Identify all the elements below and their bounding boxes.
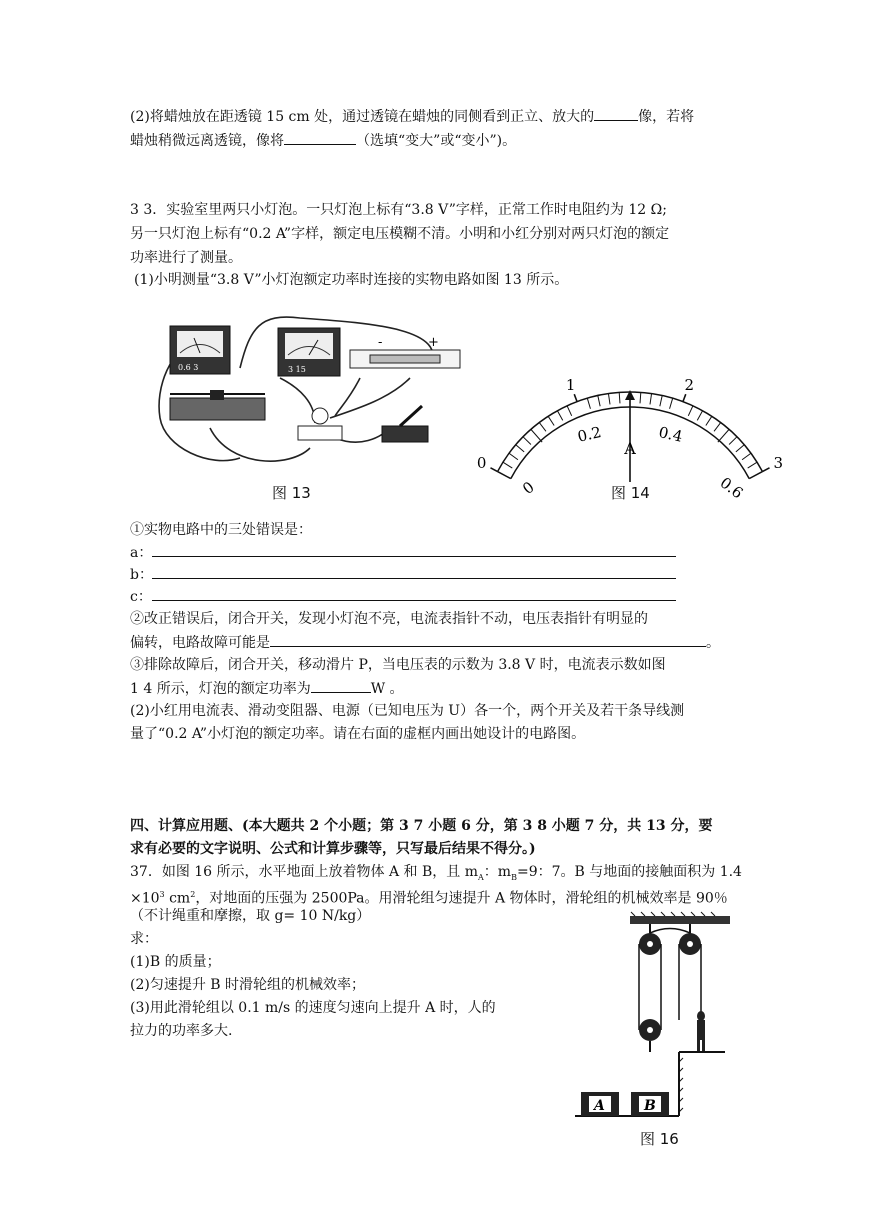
- dial-tick: [748, 462, 757, 468]
- q37-text: cm: [164, 890, 191, 907]
- dial-tick: [697, 411, 702, 421]
- dial-tick: [598, 395, 600, 406]
- q37-text: =9：7。B 与地面的接触面积为 1.4: [516, 864, 742, 880]
- fault-answer-blank[interactable]: [270, 632, 706, 647]
- answer-blank[interactable]: [594, 106, 638, 121]
- error-b-label: b：: [130, 567, 153, 583]
- answer-blank[interactable]: [284, 130, 356, 145]
- dial-tick: [516, 445, 524, 452]
- power-unit: W 。: [370, 681, 404, 697]
- section-4-heading-1: 四、计算应用题、(本大题共 2 个小题；第 3 7 小题 6 分，第 3 8 小题 7 分，共 13 分，要: [130, 818, 713, 834]
- q33-line-4: (1)小明测量“3.8 V”小灯泡额定功率时连接的实物电路如图 13 所示。: [134, 272, 569, 288]
- dial-tick: [688, 406, 693, 416]
- dial-tick: [683, 394, 686, 401]
- ammeter-device: [170, 326, 230, 374]
- dial-top-scale-label: 0: [476, 454, 487, 473]
- dial-tick: [619, 392, 620, 403]
- dial-tick: [557, 411, 562, 421]
- dial-tick: [531, 429, 542, 442]
- q33-e2-line-1: ②改正错误后，闭合开关，发现小灯泡不亮，电流表指针不动，电压表指针有明显的: [130, 611, 648, 627]
- dial-bottom-scale-label: 0.6: [716, 473, 747, 503]
- dial-tick: [742, 453, 751, 460]
- q33-p2-line-2: 量了“0.2 A”小灯泡的额定功率。请在右面的虚框内画出她设计的电路图。: [130, 726, 586, 742]
- figure-13-caption: 图 13: [272, 484, 311, 502]
- period: 。: [706, 635, 720, 651]
- error-c-answer-line[interactable]: [152, 600, 676, 601]
- dial-bottom-scale-label: 0.4: [657, 423, 685, 446]
- subscript-a: A: [478, 872, 484, 882]
- superscript: 3: [159, 890, 165, 899]
- q32-text-d: （选填“变大”或“变小”)。: [356, 133, 517, 149]
- q37-item-3: (3)用此滑轮组以 0.1 m/s 的速度匀速向上提升 A 时，人的: [130, 1000, 496, 1016]
- error-a-answer-line[interactable]: [152, 556, 676, 557]
- q37-text: ，对地面的压强为 2500Pa。用滑轮组匀速提升 A 物体时，滑轮组的机械效率是 90％: [195, 890, 728, 907]
- dial-top-scale-label: 2: [684, 375, 695, 394]
- dial-top-scale-label: 1: [565, 375, 576, 394]
- ammeter-terminal-labels: 0.6 3: [178, 363, 199, 372]
- battery-box: [350, 335, 460, 368]
- dial-tick: [736, 445, 744, 452]
- q32-text-a: (2)将蜡烛放在距透镜 15 cm 处，通过透镜在蜡烛的同侧看到正立、放大的: [130, 109, 595, 125]
- dial-tick: [640, 392, 641, 403]
- q32-text-b: 像，若将: [638, 109, 695, 125]
- error-b-answer-line[interactable]: [152, 578, 676, 579]
- dial-top-scale-label: 3: [773, 454, 784, 473]
- q37-line-4: 求：: [130, 931, 158, 947]
- battery-plus-sign: +: [428, 335, 439, 350]
- box-a-label: A: [594, 1098, 605, 1114]
- superscript: 2: [190, 890, 196, 899]
- q37-item-3-cont: 拉力的功率多大.: [130, 1023, 233, 1039]
- dial-tick: [706, 416, 712, 425]
- dial-unit-label: A: [624, 439, 636, 458]
- dial-tick: [490, 468, 497, 472]
- dial-bottom-scale-label: 0.2: [575, 423, 603, 446]
- ceiling: [630, 916, 730, 924]
- figure-16-caption: 图 16: [640, 1130, 679, 1148]
- circuit-figure-13: [150, 308, 470, 478]
- error-c-label: c：: [130, 589, 152, 605]
- dial-tick: [762, 468, 769, 472]
- power-answer-blank[interactable]: [311, 678, 371, 693]
- light-bulb: [298, 408, 342, 440]
- dial-tick: [539, 423, 546, 432]
- person-pulling: [697, 1011, 705, 1051]
- q33-line-1: 3 3．实验室里两只小灯泡。一只灯泡上标有“3.8 V”字样，正常工作时电阻约为 12 Ω;: [130, 202, 667, 218]
- dial-tick: [587, 398, 590, 409]
- section-4-heading-2: 求有必要的文字说明、公式和计算步骤等，只写最后结果不得分。): [130, 841, 536, 857]
- q33-p2-line-1: (2)小红用电流表、滑动变阻器、电源（已知电压为 U）各一个，两个开关及若干条导线测: [130, 703, 685, 719]
- dial-tick: [670, 398, 673, 409]
- box-b-label: B: [644, 1098, 656, 1114]
- q37-item-1: (1)B 的质量；: [130, 954, 221, 970]
- rheostat: [170, 390, 265, 420]
- voltmeter-terminal-labels: 3 15: [288, 365, 306, 374]
- q37-text: 37．如图 16 所示，水平地面上放着物体 A 和 B，且 m: [130, 864, 479, 880]
- dial-tick: [714, 423, 721, 432]
- dial-edge: [749, 472, 762, 479]
- errors-heading: ①实物电路中的三处错误是：: [130, 522, 312, 538]
- power-prompt: 1 4 所示，灯泡的额定功率为: [130, 681, 311, 697]
- q32-line-1: [130, 106, 694, 127]
- dial-tick: [718, 429, 729, 442]
- q33-line-2: 另一只灯泡上标有“0.2 A”字样，额定电压模糊不清。小明和小红分别对两只灯泡的额定: [130, 226, 670, 242]
- dial-tick: [509, 453, 518, 460]
- q37-line-1: [130, 862, 742, 888]
- q32-line-2: [130, 130, 516, 151]
- dial-tick: [608, 394, 610, 405]
- dial-tick: [729, 437, 737, 445]
- battery-minus-sign: -: [378, 335, 383, 350]
- voltmeter-device: [278, 328, 340, 376]
- dial-tick: [574, 394, 577, 401]
- dial-bottom-scale-label: 0: [519, 477, 538, 499]
- dial-tick: [523, 437, 531, 445]
- dial-tick: [503, 462, 512, 468]
- dial-tick: [567, 406, 572, 416]
- dial-tick: [548, 416, 554, 425]
- fault-prompt: 偏转，电路故障可能是: [130, 635, 270, 651]
- figure-14-caption: 图 14: [611, 484, 650, 502]
- q37-text: ：m: [483, 864, 512, 880]
- dial-tick: [660, 395, 662, 406]
- q37-item-2: (2)匀速提升 B 时滑轮组的机械效率；: [130, 977, 366, 993]
- pulley-figure-16: [575, 912, 735, 1126]
- error-a-label: a：: [130, 545, 153, 561]
- q37-text: ×10: [130, 890, 160, 907]
- subscript-b: B: [511, 872, 517, 882]
- q33-e3-line-1: ③排除故障后，闭合开关，移动滑片 P，当电压表的示数为 3.8 V 时，电流表示数如图: [130, 657, 666, 673]
- q33-e2-line-2: [130, 632, 720, 653]
- q33-e3-line-2: [130, 678, 404, 699]
- q32-text-c: 蜡烛稍微远离透镜，像将: [130, 133, 284, 149]
- q37-line-3: （不计绳重和摩擦，取 g= 10 N/kg）: [130, 908, 371, 924]
- switch: [382, 406, 428, 442]
- dial-edge: [498, 472, 511, 479]
- q33-line-3: 功率进行了测量。: [130, 250, 242, 266]
- dial-tick: [650, 394, 652, 405]
